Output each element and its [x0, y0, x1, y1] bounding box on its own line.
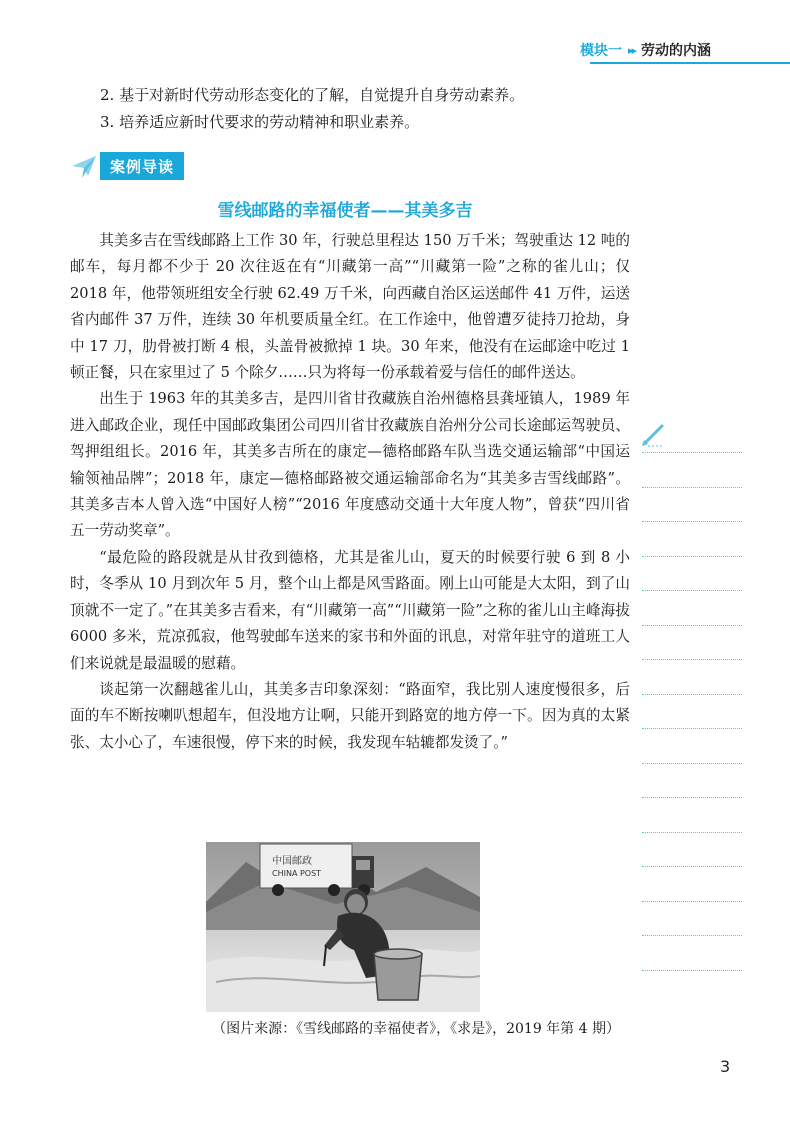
note-line — [642, 866, 742, 867]
svg-text:中国邮政: 中国邮政 — [272, 856, 312, 867]
note-line — [642, 556, 742, 557]
objective-item: 3. 培养适应新时代要求的劳动精神和职业素养。 — [100, 113, 420, 131]
note-line — [642, 659, 742, 660]
article-paragraph: 谈起第一次翻越雀儿山，其美多吉印象深刻：“路面窄，我比别人速度慢很多，后面的车不断按喇叭想超车，但没地方让啊，只能开到路宽的地方停一下。因为真的太紧张、太小心了，车速很慢，停下来的时候，我发现车轱辘都发烫了。” — [70, 680, 630, 751]
running-header — [580, 36, 790, 64]
article-body — [70, 228, 630, 756]
article-paragraph: 出生于 1963 年的其美多吉，是四川省甘孜藏族自治州德格县龚垭镇人，1989 年进入邮政企业，现任中国邮政集团公司四川省甘孜藏族自治州分公司长途邮运驾驶员、驾押组组长。2016 年，其美多吉所在的康定—德格邮路车队当选交通运输部“中国运输领袖品牌”；2018 年，康定—德格邮路被交通运输部命名为“其美多吉雪线邮路”。其美多吉本人曾入选“中国好人榜”“2016 年度感动交通十大年度人物”，曾获“四川省五一劳动奖章”。 — [70, 390, 630, 540]
note-line — [642, 452, 742, 453]
note-line — [642, 763, 742, 764]
article-photo — [206, 842, 480, 1012]
section-heading — [70, 150, 184, 182]
arrow-icon: ▸▸ — [628, 43, 636, 57]
note-line — [642, 590, 742, 591]
paper-plane-icon — [70, 152, 98, 180]
pen-icon — [640, 422, 666, 448]
note-line — [642, 521, 742, 522]
note-line — [642, 797, 742, 798]
article-title: 雪线邮路的幸福使者——其美多吉 — [217, 201, 473, 221]
header-rule — [590, 62, 790, 64]
article-paragraph: “最危险的路段就是从甘孜到德格，尤其是雀儿山，夏天的时候要行驶 6 到 8 小时，冬季从 10 月到次年 5 月，整个山上都是风雪路面。刚上山可能是大太阳，到了山顶就不一定了。”在其美多吉看来，有“川藏第一高”“川藏第一险”之称的雀儿山主峰海拔 6000 多米，荒凉孤寂，他驾驶邮车送来的家书和外面的讯息，对常年驻守的道班工人们来说就是最温暖的慰藉。 — [70, 548, 630, 672]
objective-item: 2. 基于对新时代劳动形态变化的了解，自觉提升自身劳动素养。 — [100, 86, 525, 104]
objectives-list — [100, 82, 620, 136]
note-line — [642, 728, 742, 729]
photo-illustration — [206, 842, 480, 1012]
note-line — [642, 832, 742, 833]
note-line — [642, 901, 742, 902]
note-line — [642, 935, 742, 936]
note-line — [642, 487, 742, 488]
note-line — [642, 970, 742, 971]
svg-text:CHINA POST: CHINA POST — [272, 869, 322, 878]
note-line — [642, 694, 742, 695]
section-label: 案例导读 — [100, 152, 184, 180]
photo-caption: （图片来源：《雪线邮路的幸福使者》，《求是》，2019 年第 4 期） — [212, 1021, 620, 1037]
page-number: 3 — [720, 1057, 731, 1076]
note-line — [642, 625, 742, 626]
article-paragraph: 其美多吉在雪线邮路上工作 30 年，行驶总里程达 150 万千米；驾驶重达 12 吨的邮车，每月都不少于 20 次往返在有“川藏第一高”“川藏第一险”之称的雀儿山；仅 2018 年，他带领班组安全行驶 62.49 万千米，向西藏自治区运送邮件 41 万件，运送省内邮件 37 万件，连续 30 年机要质量全红。在工作途中，他曾遭歹徒持刀抢劫，身中 17 刀，肋骨被打断 4 根，头盖骨被掀掉 1 块。30 年来，他没有在运邮途中吃过 1 顿正餐，只在家里过了 5 个除夕……只为将每一份承载着爱与信任的邮件送达。 — [70, 232, 630, 382]
topic-label: 劳动的内涵 — [641, 43, 712, 59]
module-label: 模块一 — [580, 43, 622, 59]
